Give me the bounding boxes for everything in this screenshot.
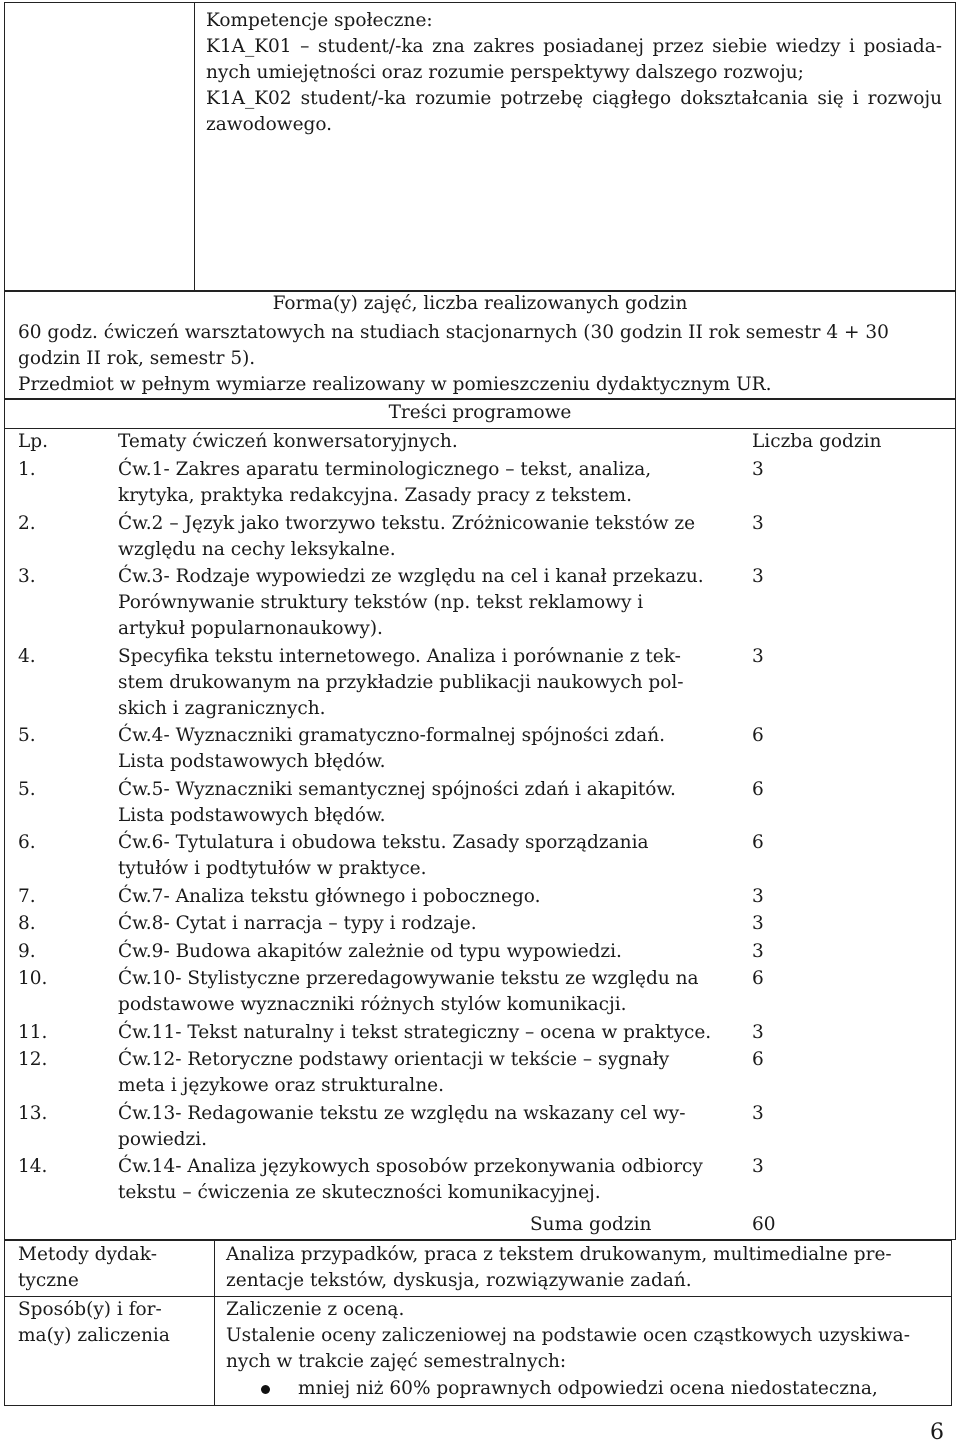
column-header-topic: Tematy ćwiczeń konwersatoryjnych.	[118, 431, 458, 452]
assessment-text: Ustalenie oceny zaliczeniowej na podstawie ocen cząstkowych uzyskiwa-	[226, 1325, 910, 1346]
row-lp: 7.	[18, 885, 36, 907]
assessment-label: ma(y) zaliczenia	[18, 1325, 170, 1346]
bullet-icon	[261, 1385, 270, 1394]
sum-label: Suma godzin	[530, 1214, 652, 1235]
row-lp: 8.	[18, 913, 36, 934]
column-header-hours: Liczba godzin	[752, 431, 882, 452]
row-topic-line: tytułów i podtytułów w praktyce.	[118, 858, 427, 879]
row-hours: 3	[752, 885, 764, 907]
row-topic-line: powiedzi.	[118, 1128, 208, 1150]
row-topic-line: Ćw.12- Retoryczne podstawy orientacji w tekście – sygnały	[118, 1049, 670, 1070]
row-topic-line: Lista podstawowych błędów.	[118, 804, 386, 826]
row-topic-line: Lista podstawowych błędów.	[118, 751, 386, 772]
row-topic-line: artykuł popularnonaukowy).	[118, 618, 383, 639]
competences-line: zawodowego.	[206, 114, 333, 135]
row-lp: 12.	[18, 1049, 48, 1070]
row-lp: 2.	[18, 512, 36, 534]
forma-line: 60 godz. ćwiczeń warsztatowych na studiach stacjonarnych (30 godzin II rok semestr 4 + 30	[18, 322, 889, 343]
row-topic-line: Ćw.3- Rodzaje wypowiedzi ze względu na cel i kanał przekazu.	[118, 566, 704, 587]
row-lp: 5.	[18, 778, 36, 800]
methods-text: zentacje tekstów, dyskusja, rozwiązywanie zadań.	[226, 1270, 692, 1291]
row-topic-line: Ćw.8- Cytat i narracja – typy i rodzaje.	[118, 913, 477, 934]
row-topic-line: Ćw.1- Zakres aparatu terminologicznego – tekst, analiza,	[118, 459, 652, 480]
competences-line: K1A_K01 – student/-ka zna zakres posiadanej przez siebie wiedzy i posiada-	[206, 36, 942, 57]
row-topic-line: względu na cechy leksykalne.	[118, 538, 396, 560]
row-lp: 1.	[18, 459, 36, 480]
row-hours: 3	[752, 1102, 764, 1124]
row-lp: 3.	[18, 566, 36, 587]
forma-line: Przedmiot w pełnym wymiarze realizowany w pomieszczeniu dydaktycznym UR.	[18, 374, 772, 395]
row-hours: 6	[752, 725, 764, 746]
row-topic-line: Ćw.6- Tytulatura i obudowa tekstu. Zasady sporządzania	[118, 832, 649, 853]
row-hours: 3	[752, 1156, 764, 1177]
row-topic-line: Ćw.11- Tekst naturalny i tekst strategiczny – ocena w praktyce.	[118, 1021, 712, 1043]
row-hours: 6	[752, 778, 764, 800]
assessment-text: nych w trakcie zajęć semestralnych:	[226, 1351, 567, 1372]
row-topic-line: Ćw.5- Wyznaczniki semantycznej spójności zdań i akapitów.	[118, 778, 676, 800]
row-topic-line: podstawowe wyznaczniki różnych stylów komunikacji.	[118, 994, 627, 1015]
methods-label: tyczne	[18, 1270, 79, 1291]
row-topic-line: Ćw.13- Redagowanie tekstu ze względu na wskazany cel wy-	[118, 1102, 686, 1124]
row-topic-line: Ćw.4- Wyznaczniki gramatyczno-formalnej spójności zdań.	[118, 725, 665, 746]
competences-left-divider	[194, 2, 195, 292]
row-hours: 3	[752, 512, 764, 534]
row-topic-line: Ćw.10- Stylistyczne przeredagowywanie tekstu ze względu na	[118, 968, 699, 989]
assessment-bullet: mniej niż 60% poprawnych odpowiedzi ocena niedostateczna,	[298, 1378, 878, 1399]
row-lp: 4.	[18, 645, 36, 667]
row-lp: 6.	[18, 832, 36, 853]
row-topic-line: tekstu – ćwiczenia ze skuteczności komunikacyjnej.	[118, 1182, 601, 1203]
methods-label: Metody dydak-	[18, 1244, 157, 1265]
forma-line: godzin II rok, semestr 5).	[18, 348, 256, 369]
competences-line: nych umiejętności oraz rozumie perspektywy dalszego rozwoju;	[206, 62, 804, 83]
column-header-lp: Lp.	[18, 431, 49, 452]
forma-heading: Forma(y) zajęć, liczba realizowanych godzin	[272, 293, 688, 314]
methods-divider	[214, 1240, 215, 1406]
competences-line: K1A_K02 student/-ka rozumie potrzebę ciągłego dokształcania się i rozwoju	[206, 88, 942, 109]
row-topic-line: Porównywanie struktury tekstów (np. tekst reklamowy i	[118, 592, 644, 613]
row-lp: 5.	[18, 725, 36, 746]
row-hours: 3	[752, 1021, 764, 1043]
row-topic-line: Ćw.2 – Język jako tworzywo tekstu. Zróżnicowanie tekstów ze	[118, 512, 696, 534]
row-topic-line: skich i zagranicznych.	[118, 697, 326, 719]
row-lp: 14.	[18, 1156, 48, 1177]
row-topic-line: krytyka, praktyka redakcyjna. Zasady pracy z tekstem.	[118, 485, 632, 506]
row-hours: 6	[752, 1049, 764, 1070]
row-topic-line: meta i językowe oraz strukturalne.	[118, 1075, 444, 1096]
sum-value: 60	[752, 1214, 776, 1235]
row-hours: 3	[752, 566, 764, 587]
row-topic-line: stem drukowanym na przykładzie publikacji naukowych pol-	[118, 671, 684, 693]
row-hours: 6	[752, 832, 764, 853]
row-hours: 3	[752, 940, 764, 962]
row-topic-line: Ćw.9- Budowa akapitów zależnie od typu wypowiedzi.	[118, 940, 622, 962]
row-lp: 9.	[18, 940, 36, 962]
row-lp: 13.	[18, 1102, 48, 1124]
assessment-label: Sposób(y) i for-	[18, 1299, 162, 1320]
row-hours: 3	[752, 645, 764, 667]
row-hours: 3	[752, 913, 764, 934]
row-hours: 6	[752, 968, 764, 989]
page-number: 6	[930, 1420, 944, 1445]
competences-heading: Kompetencje społeczne:	[206, 10, 433, 31]
row-lp: 10.	[18, 968, 48, 989]
row-topic-line: Ćw.14- Analiza językowych sposobów przekonywania odbiorcy	[118, 1156, 703, 1177]
assessment-text: Zaliczenie z oceną.	[226, 1299, 405, 1320]
row-topic-line: Ćw.7- Analiza tekstu głównego i pobocznego.	[118, 885, 541, 907]
row-hours: 3	[752, 459, 764, 480]
row-lp: 11.	[18, 1021, 48, 1043]
row-topic-line: Specyfika tekstu internetowego. Analiza i porównanie z tek-	[118, 645, 681, 667]
tresci-heading: Treści programowe	[388, 402, 572, 423]
methods-text: Analiza przypadków, praca z tekstem drukowanym, multimedialne pre-	[226, 1244, 892, 1265]
